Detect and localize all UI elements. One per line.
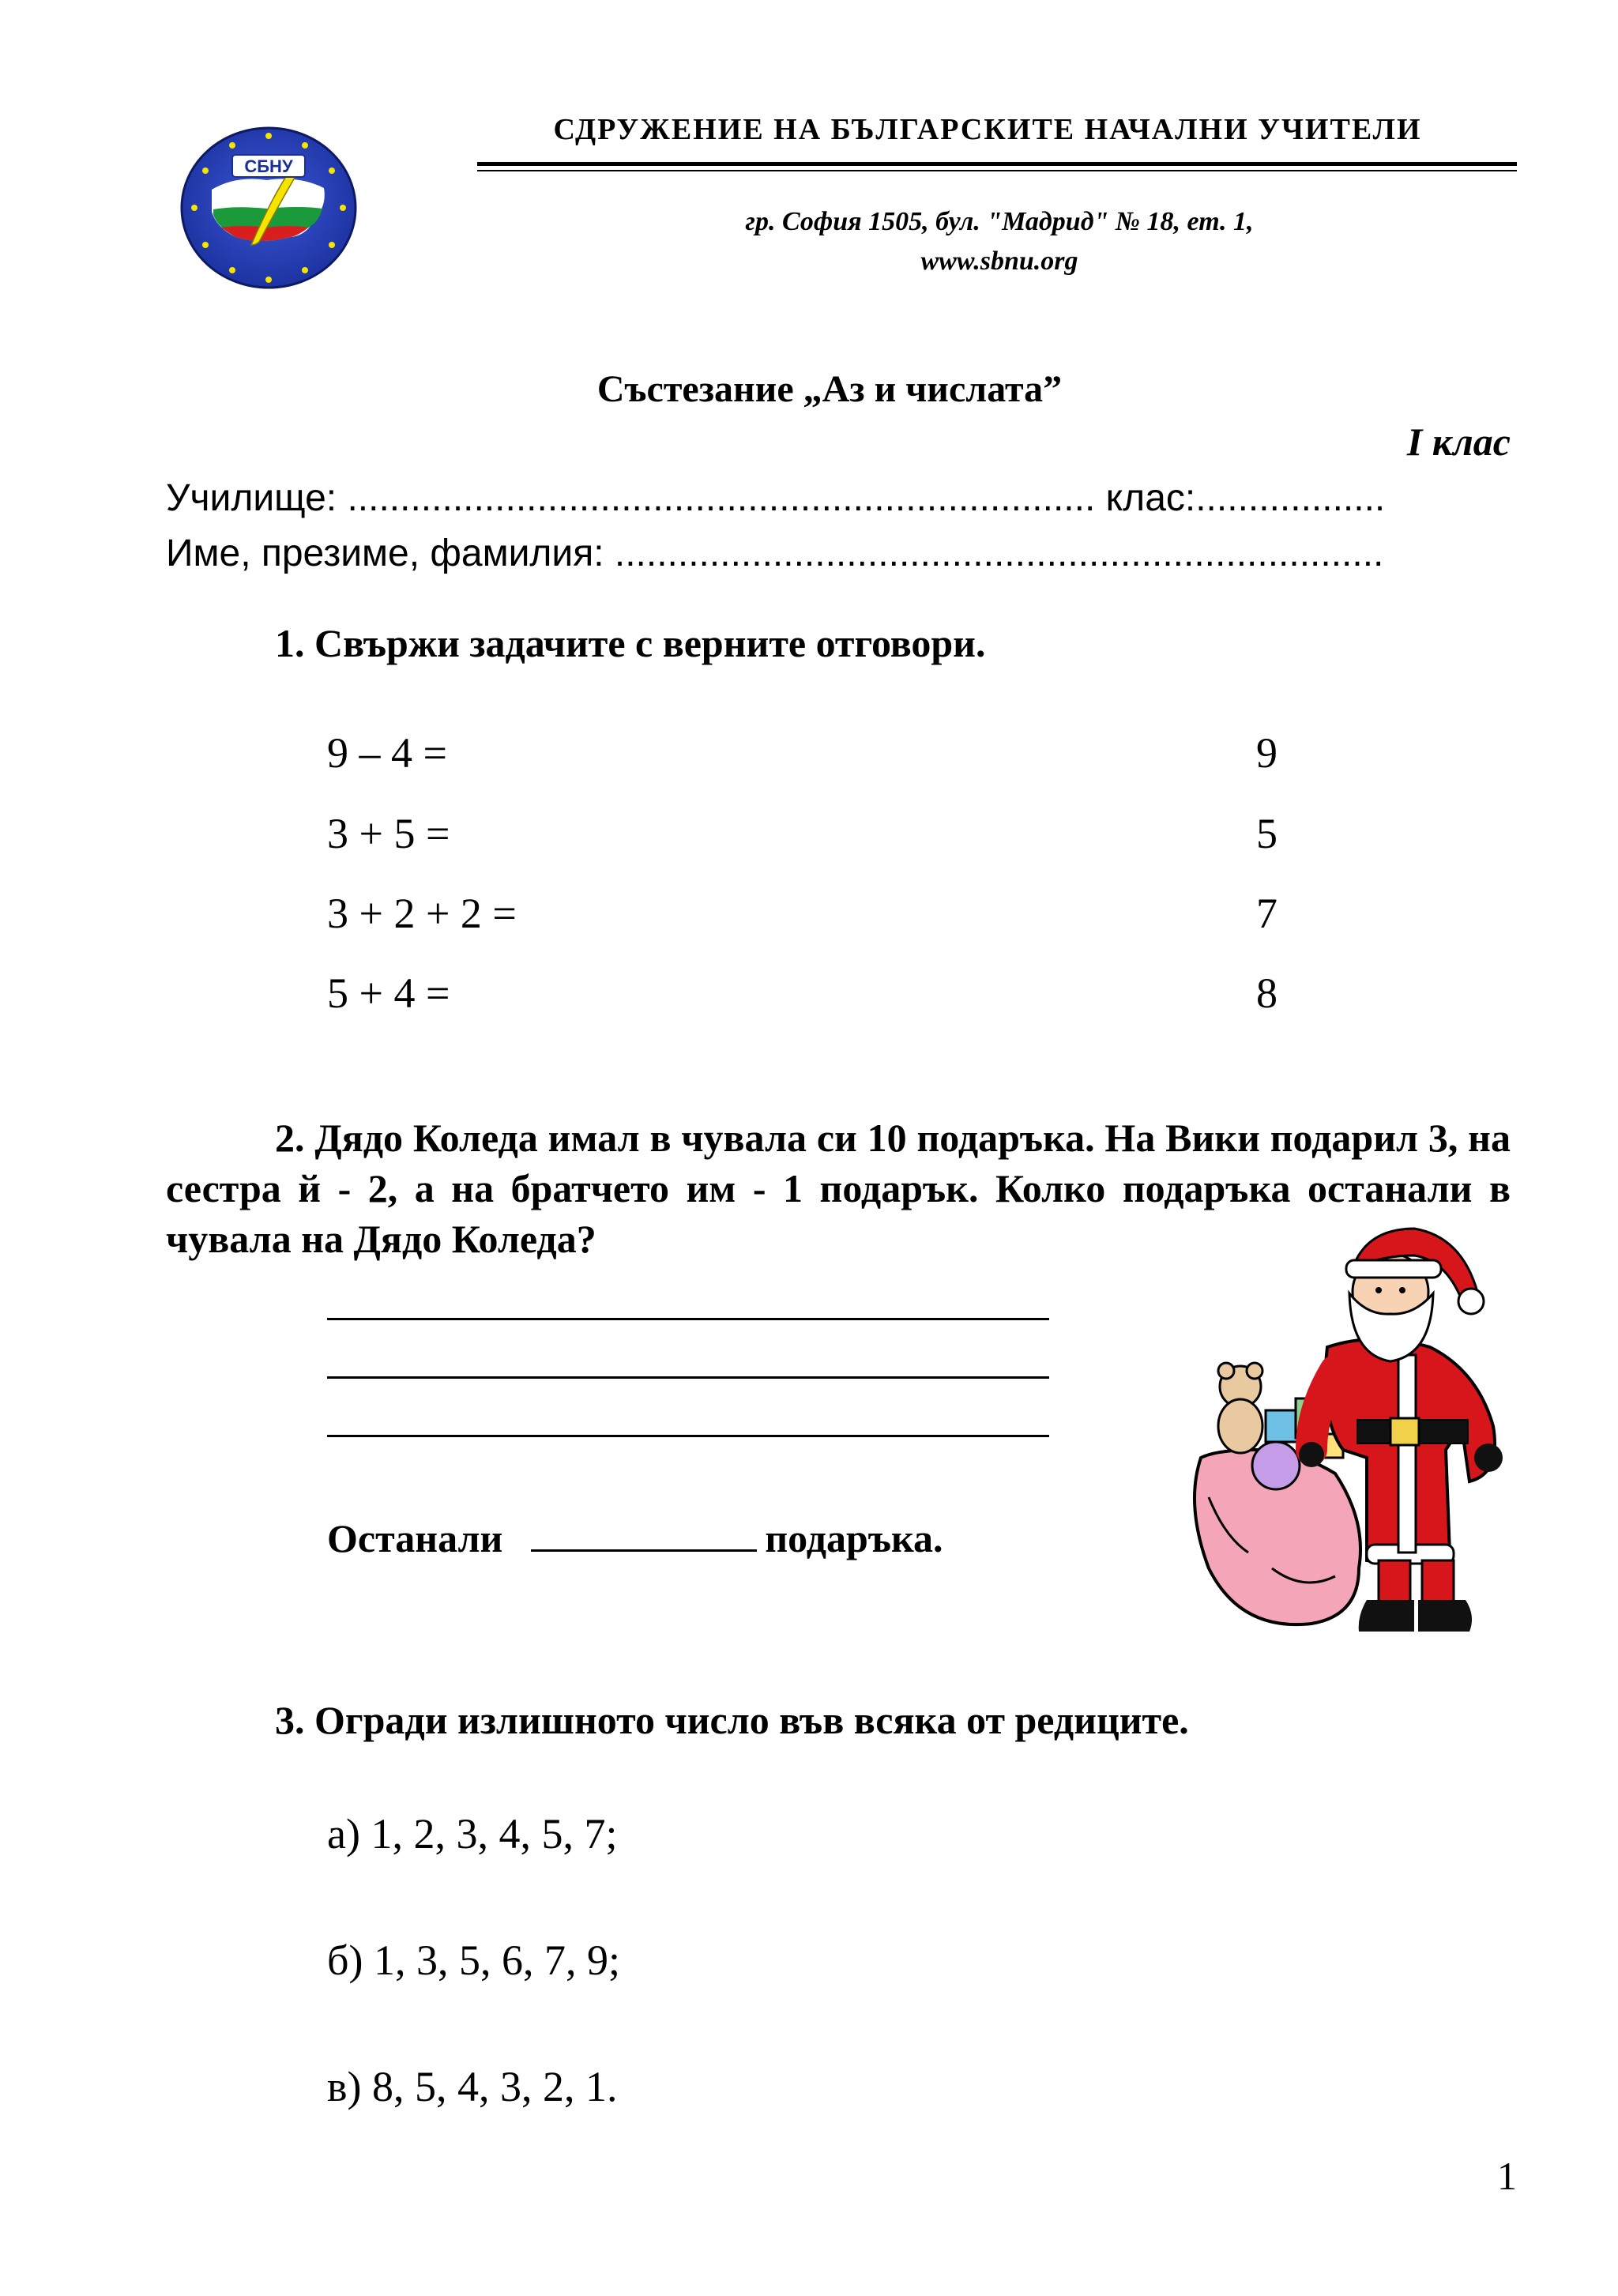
task1-expression[interactable]: 5 + 4 = [327, 969, 450, 1017]
task1-expression[interactable]: 9 – 4 = [327, 729, 447, 777]
task2-problem: 2. Дядо Коледа имал в чувала си 10 подаръка. На Вики подарил 3, на сестра й - 2, а на братчето им - 1 подарък. Колко подаръка останали в чувала на Дядо Коледа? [166, 1116, 1511, 1261]
task1-answer[interactable]: 7 [1256, 890, 1277, 937]
remaining-blank[interactable] [531, 1513, 757, 1552]
logo-text: СБНУ [244, 156, 293, 176]
task1-expression[interactable]: 3 + 2 + 2 = [327, 890, 517, 937]
page-number: 1 [1497, 2154, 1517, 2198]
organization-address: гр. София 1505, бул. "Мадрид" № 18, ет. 1, [745, 207, 1254, 236]
answer-line[interactable] [327, 1435, 1049, 1437]
organization-website: www.sbnu.org [920, 247, 1078, 276]
task3-sequence-a[interactable]: а) 1, 2, 3, 4, 5, 7; [327, 1810, 618, 1858]
organization-name: СДРУЖЕНИЕ НА БЪЛГАРСКИТЕ НАЧАЛНИ УЧИТЕЛИ [553, 113, 1422, 146]
answer-line[interactable] [327, 1376, 1049, 1379]
answer-line[interactable] [327, 1318, 1049, 1320]
task1-heading: 1. Свържи задачите с верните отговори. [275, 621, 986, 665]
name-field[interactable]: Име, презиме, фамилия: ......................................................................... [166, 533, 1384, 574]
task1-answer[interactable]: 5 [1256, 810, 1277, 857]
remaining-label: Останали [327, 1516, 503, 1560]
sbnu-logo-icon [180, 126, 357, 289]
task1-answer[interactable]: 9 [1256, 729, 1277, 777]
contest-title: Състезание „Аз и числата” [596, 368, 1063, 410]
task3-heading: 3. Огради излишното число във всяка от редиците. [275, 1698, 1189, 1742]
task1-answer[interactable]: 8 [1256, 969, 1277, 1017]
school-field[interactable]: Училище: ....................................................................... клас:.................. [166, 477, 1386, 519]
remaining-suffix: подаръка. [765, 1516, 943, 1560]
remaining-answer [327, 1513, 943, 1561]
santa-claus-icon [1177, 1221, 1517, 1639]
grade-label: I клас [1406, 420, 1511, 464]
task3-sequence-b[interactable]: б) 1, 3, 5, 6, 7, 9; [327, 1937, 620, 1984]
task1-expression[interactable]: 3 + 5 = [327, 810, 450, 857]
task3-sequence-c[interactable]: в) 8, 5, 4, 3, 2, 1. [327, 2063, 618, 2110]
header-rule [477, 162, 1517, 175]
